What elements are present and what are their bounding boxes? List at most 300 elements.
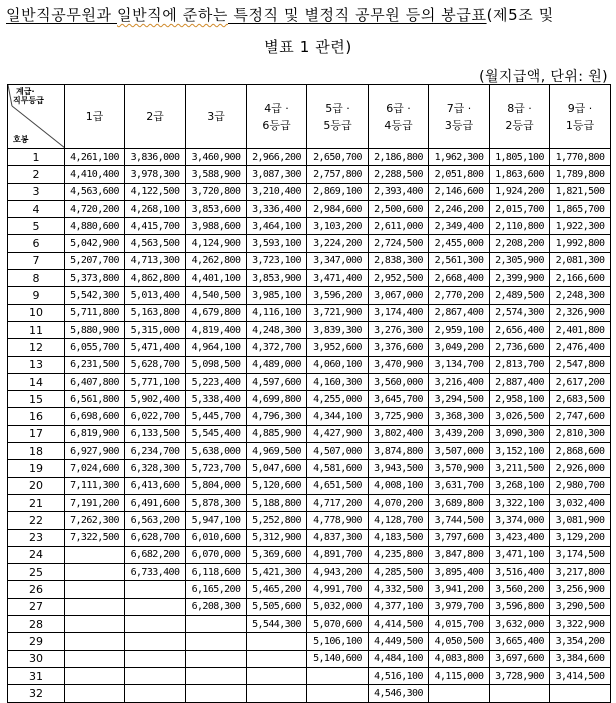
table-row (8, 235, 611, 252)
salary-cell: 4,540,500 (186, 287, 247, 304)
salary-cell: 2,770,200 (429, 287, 490, 304)
salary-cell: 2,926,000 (550, 460, 611, 477)
salary-cell: 2,349,400 (429, 218, 490, 235)
salary-cell: 3,853,600 (186, 200, 247, 217)
salary-cell: 4,699,800 (247, 391, 307, 408)
salary-cell: 3,895,400 (429, 564, 490, 581)
salary-cell: 5,207,700 (65, 252, 125, 269)
salary-cell: 3,354,200 (550, 633, 611, 650)
table-row (8, 598, 611, 615)
salary-cell: 3,471,400 (307, 270, 369, 287)
salary-cell: 4,285,500 (369, 564, 429, 581)
step-cell: 22 (8, 512, 65, 529)
salary-cell: 2,246,200 (429, 200, 490, 217)
salary-cell: 1,924,200 (490, 183, 550, 200)
salary-cell: 5,804,000 (186, 477, 247, 494)
salary-cell: 2,747,600 (550, 408, 611, 425)
salary-cell: 5,140,600 (307, 650, 369, 667)
table-row (8, 166, 611, 183)
salary-cell (65, 650, 125, 667)
salary-cell: 3,723,100 (247, 252, 307, 269)
salary-cell: 1,865,700 (550, 200, 611, 217)
salary-cell: 5,878,300 (186, 494, 247, 511)
salary-cell: 3,336,400 (247, 200, 307, 217)
header-row (8, 85, 611, 149)
salary-cell: 4,885,900 (247, 425, 307, 442)
salary-cell: 2,455,000 (429, 235, 490, 252)
salary-cell: 3,797,600 (429, 529, 490, 546)
salary-cell: 4,679,800 (186, 304, 247, 321)
salary-cell: 4,124,900 (186, 235, 247, 252)
salary-cell: 2,393,400 (369, 183, 429, 200)
salary-cell: 4,235,800 (369, 546, 429, 563)
salary-cell: 3,210,400 (247, 183, 307, 200)
salary-cell (429, 685, 490, 702)
salary-cell: 3,839,300 (307, 321, 369, 338)
salary-cell: 1,821,500 (550, 183, 611, 200)
salary-cell: 3,720,800 (186, 183, 247, 200)
salary-cell: 2,561,300 (429, 252, 490, 269)
salary-cell: 5,505,600 (247, 598, 307, 615)
salary-cell: 5,421,300 (247, 564, 307, 581)
step-cell: 6 (8, 235, 65, 252)
salary-cell: 4,880,600 (65, 218, 125, 235)
salary-cell: 4,008,100 (369, 477, 429, 494)
salary-cell: 3,414,500 (550, 667, 611, 684)
salary-cell: 4,410,400 (65, 166, 125, 183)
salary-cell: 3,697,600 (490, 650, 550, 667)
salary-cell: 3,152,100 (490, 443, 550, 460)
unit-note: (월지급액, 단위: 원) (479, 69, 608, 85)
table-row (8, 408, 611, 425)
salary-cell: 2,208,200 (490, 235, 550, 252)
salary-cell: 1,992,800 (550, 235, 611, 252)
salary-cell: 5,373,800 (65, 270, 125, 287)
salary-cell: 5,723,700 (186, 460, 247, 477)
salary-cell: 3,744,500 (429, 512, 490, 529)
table-row (8, 270, 611, 287)
salary-cell: 4,427,900 (307, 425, 369, 442)
table-row (8, 460, 611, 477)
table-row (8, 356, 611, 373)
table-row (8, 494, 611, 511)
column-header: 5급 · 5등급 (307, 85, 369, 149)
salary-cell (65, 564, 125, 581)
salary-cell: 2,611,000 (369, 218, 429, 235)
salary-cell: 3,507,000 (429, 443, 490, 460)
salary-cell: 2,399,900 (490, 270, 550, 287)
table-row (8, 529, 611, 546)
salary-cell: 6,055,700 (65, 339, 125, 356)
salary-cell: 4,268,100 (125, 200, 186, 217)
salary-cell: 5,638,000 (186, 443, 247, 460)
table-row (8, 252, 611, 269)
salary-cell: 2,869,100 (307, 183, 369, 200)
step-cell: 8 (8, 270, 65, 287)
corner-grade-label: 계급· (16, 87, 35, 96)
step-cell: 15 (8, 391, 65, 408)
salary-cell: 3,129,200 (550, 529, 611, 546)
salary-cell: 3,374,000 (490, 512, 550, 529)
salary-cell (247, 667, 307, 684)
salary-cell: 2,248,300 (550, 287, 611, 304)
salary-cell: 4,891,700 (307, 546, 369, 563)
salary-cell: 3,460,900 (186, 149, 247, 166)
step-cell: 16 (8, 408, 65, 425)
salary-cell: 2,186,800 (369, 149, 429, 166)
step-cell: 9 (8, 287, 65, 304)
step-cell: 10 (8, 304, 65, 321)
salary-cell (125, 598, 186, 615)
salary-cell: 4,372,700 (247, 339, 307, 356)
salary-cell: 6,733,400 (125, 564, 186, 581)
title-segment-4: (제5조 및 (486, 6, 554, 24)
salary-cell: 4,248,300 (247, 321, 307, 338)
salary-cell (186, 616, 247, 633)
salary-cell: 5,042,900 (65, 235, 125, 252)
salary-cell: 3,026,500 (490, 408, 550, 425)
salary-cell: 3,593,100 (247, 235, 307, 252)
salary-cell: 6,022,700 (125, 408, 186, 425)
step-cell: 4 (8, 200, 65, 217)
salary-cell: 6,070,000 (186, 546, 247, 563)
salary-cell: 6,208,300 (186, 598, 247, 615)
salary-cell: 4,070,200 (369, 494, 429, 511)
salary-cell: 4,401,100 (186, 270, 247, 287)
salary-cell: 2,724,500 (369, 235, 429, 252)
salary-cell: 4,015,700 (429, 616, 490, 633)
step-cell: 17 (8, 425, 65, 442)
step-cell: 32 (8, 685, 65, 702)
column-header: 3급 (186, 85, 247, 149)
salary-cell: 3,665,400 (490, 633, 550, 650)
salary-cell: 4,964,100 (186, 339, 247, 356)
salary-cell: 2,288,500 (369, 166, 429, 183)
salary-cell: 3,090,300 (490, 425, 550, 442)
salary-cell (186, 685, 247, 702)
salary-cell: 4,651,500 (307, 477, 369, 494)
salary-cell: 6,118,600 (186, 564, 247, 581)
salary-table (7, 84, 611, 703)
salary-cell: 2,617,200 (550, 373, 611, 390)
salary-cell: 5,163,800 (125, 304, 186, 321)
salary-cell: 3,645,700 (369, 391, 429, 408)
salary-cell (65, 667, 125, 684)
salary-cell: 4,415,700 (125, 218, 186, 235)
salary-cell: 2,683,500 (550, 391, 611, 408)
salary-cell: 3,560,200 (490, 581, 550, 598)
salary-cell: 5,098,500 (186, 356, 247, 373)
salary-cell: 4,837,300 (307, 529, 369, 546)
salary-cell: 3,368,300 (429, 408, 490, 425)
salary-cell: 3,081,900 (550, 512, 611, 529)
salary-cell: 5,545,400 (186, 425, 247, 442)
step-cell: 13 (8, 356, 65, 373)
table-row (8, 425, 611, 442)
step-cell: 14 (8, 373, 65, 390)
salary-cell: 4,183,500 (369, 529, 429, 546)
salary-cell: 6,563,200 (125, 512, 186, 529)
salary-cell: 5,947,100 (186, 512, 247, 529)
salary-cell: 3,439,200 (429, 425, 490, 442)
salary-cell (307, 685, 369, 702)
salary-cell: 3,067,000 (369, 287, 429, 304)
title-segment-1: 일반직공무원과 (6, 6, 117, 24)
salary-cell: 4,484,100 (369, 650, 429, 667)
salary-cell: 4,116,100 (247, 304, 307, 321)
salary-cell (65, 616, 125, 633)
salary-cell: 3,376,600 (369, 339, 429, 356)
table-row (8, 218, 611, 235)
step-cell: 3 (8, 183, 65, 200)
step-cell: 1 (8, 149, 65, 166)
salary-cell: 4,122,500 (125, 183, 186, 200)
salary-cell (186, 633, 247, 650)
salary-cell: 4,943,200 (307, 564, 369, 581)
salary-cell: 6,133,500 (125, 425, 186, 442)
salary-cell: 6,010,600 (186, 529, 247, 546)
salary-cell: 5,902,400 (125, 391, 186, 408)
table-body (8, 149, 611, 703)
table-row (8, 564, 611, 581)
salary-cell: 5,542,300 (65, 287, 125, 304)
salary-cell (65, 581, 125, 598)
table-row (8, 477, 611, 494)
salary-cell: 3,728,900 (490, 667, 550, 684)
salary-cell: 4,563,500 (125, 235, 186, 252)
salary-cell: 5,070,600 (307, 616, 369, 633)
salary-cell: 3,384,600 (550, 650, 611, 667)
salary-cell: 2,736,600 (490, 339, 550, 356)
salary-cell: 1,770,800 (550, 149, 611, 166)
salary-cell (65, 685, 125, 702)
salary-cell: 6,234,700 (125, 443, 186, 460)
salary-cell: 3,632,000 (490, 616, 550, 633)
salary-cell: 4,546,300 (369, 685, 429, 702)
salary-cell: 2,838,300 (369, 252, 429, 269)
salary-cell: 2,051,800 (429, 166, 490, 183)
document-title (6, 4, 554, 25)
salary-cell: 5,471,400 (125, 339, 186, 356)
salary-cell: 3,588,900 (186, 166, 247, 183)
salary-cell: 2,476,400 (550, 339, 611, 356)
column-header: 8급 · 2등급 (490, 85, 550, 149)
step-cell: 27 (8, 598, 65, 615)
salary-cell: 4,115,000 (429, 667, 490, 684)
salary-cell: 2,650,700 (307, 149, 369, 166)
salary-cell (247, 633, 307, 650)
salary-cell: 3,103,200 (307, 218, 369, 235)
salary-cell (490, 685, 550, 702)
salary-cell: 4,377,100 (369, 598, 429, 615)
salary-cell: 5,120,600 (247, 477, 307, 494)
salary-cell (65, 598, 125, 615)
salary-cell (247, 685, 307, 702)
salary-cell: 3,570,900 (429, 460, 490, 477)
step-cell: 12 (8, 339, 65, 356)
step-cell: 19 (8, 460, 65, 477)
salary-cell: 3,216,400 (429, 373, 490, 390)
salary-cell: 3,631,700 (429, 477, 490, 494)
table-row (8, 581, 611, 598)
salary-cell: 2,980,700 (550, 477, 611, 494)
table-row (8, 633, 611, 650)
salary-cell: 5,628,700 (125, 356, 186, 373)
salary-cell (186, 650, 247, 667)
salary-cell (247, 650, 307, 667)
salary-cell: 5,711,800 (65, 304, 125, 321)
table-row (8, 183, 611, 200)
salary-cell: 6,165,200 (186, 581, 247, 598)
step-cell: 11 (8, 321, 65, 338)
salary-cell: 3,941,200 (429, 581, 490, 598)
salary-cell: 7,024,600 (65, 460, 125, 477)
salary-cell: 2,401,800 (550, 321, 611, 338)
salary-cell: 2,966,200 (247, 149, 307, 166)
salary-cell: 2,959,100 (429, 321, 490, 338)
salary-cell: 4,262,800 (186, 252, 247, 269)
salary-cell: 5,252,800 (247, 512, 307, 529)
step-cell: 5 (8, 218, 65, 235)
salary-cell: 3,943,500 (369, 460, 429, 477)
step-cell: 21 (8, 494, 65, 511)
table-row (8, 149, 611, 166)
table-row (8, 373, 611, 390)
table-row (8, 667, 611, 684)
salary-cell: 4,796,300 (247, 408, 307, 425)
salary-cell: 2,015,700 (490, 200, 550, 217)
step-cell: 31 (8, 667, 65, 684)
salary-cell (65, 546, 125, 563)
step-cell: 23 (8, 529, 65, 546)
table-row (8, 685, 611, 702)
salary-cell: 3,979,700 (429, 598, 490, 615)
salary-cell: 5,047,600 (247, 460, 307, 477)
corner-step-label: 호봉 (13, 135, 29, 144)
salary-cell (550, 685, 611, 702)
salary-cell (125, 633, 186, 650)
salary-cell: 3,516,400 (490, 564, 550, 581)
salary-cell: 2,166,600 (550, 270, 611, 287)
salary-cell: 4,344,100 (307, 408, 369, 425)
salary-cell: 1,962,300 (429, 149, 490, 166)
salary-cell: 3,423,400 (490, 529, 550, 546)
salary-cell: 5,369,600 (247, 546, 307, 563)
salary-cell: 3,470,900 (369, 356, 429, 373)
salary-cell: 3,276,300 (369, 321, 429, 338)
salary-cell (125, 667, 186, 684)
salary-cell: 6,328,300 (125, 460, 186, 477)
column-header: 7급 · 3등급 (429, 85, 490, 149)
salary-cell: 2,305,900 (490, 252, 550, 269)
salary-cell: 4,255,000 (307, 391, 369, 408)
salary-cell: 3,596,200 (307, 287, 369, 304)
title-segment-3: 특정직 및 별정직 공무원 등의 봉급표 (228, 6, 487, 24)
salary-cell: 1,789,800 (550, 166, 611, 183)
salary-cell: 3,721,900 (307, 304, 369, 321)
step-cell: 28 (8, 616, 65, 633)
salary-cell: 3,596,800 (490, 598, 550, 615)
salary-cell: 4,489,000 (247, 356, 307, 373)
salary-cell: 4,991,700 (307, 581, 369, 598)
table-row (8, 200, 611, 217)
column-header: 1급 (65, 85, 125, 149)
salary-cell: 2,110,800 (490, 218, 550, 235)
step-cell: 24 (8, 546, 65, 563)
salary-cell: 4,563,600 (65, 183, 125, 200)
salary-cell: 4,516,100 (369, 667, 429, 684)
step-cell: 7 (8, 252, 65, 269)
corner-header-cell (8, 85, 65, 149)
salary-cell: 4,581,600 (307, 460, 369, 477)
salary-cell (307, 667, 369, 684)
salary-cell: 4,332,500 (369, 581, 429, 598)
column-header: 6급 · 4등급 (369, 85, 429, 149)
corner-duty-grade-label: 직무등급 (13, 96, 44, 105)
salary-cell: 7,262,300 (65, 512, 125, 529)
salary-cell: 2,887,400 (490, 373, 550, 390)
salary-cell: 3,725,900 (369, 408, 429, 425)
table-row (8, 443, 611, 460)
salary-cell: 7,111,300 (65, 477, 125, 494)
salary-cell: 3,174,400 (369, 304, 429, 321)
salary-cell: 2,668,400 (429, 270, 490, 287)
salary-cell: 5,544,300 (247, 616, 307, 633)
salary-cell: 2,813,700 (490, 356, 550, 373)
salary-cell: 3,032,400 (550, 494, 611, 511)
salary-cell: 2,489,500 (490, 287, 550, 304)
title-segment-2-spellcheck: 일반직에 준하는 (117, 6, 228, 24)
salary-cell: 6,927,900 (65, 443, 125, 460)
salary-cell: 2,146,600 (429, 183, 490, 200)
salary-cell: 5,312,900 (247, 529, 307, 546)
salary-cell (186, 667, 247, 684)
salary-cell: 5,315,000 (125, 321, 186, 338)
salary-cell: 4,128,700 (369, 512, 429, 529)
salary-cell: 5,880,900 (65, 321, 125, 338)
salary-cell: 3,322,900 (550, 616, 611, 633)
step-cell: 18 (8, 443, 65, 460)
salary-cell: 5,223,400 (186, 373, 247, 390)
salary-cell: 6,819,900 (65, 425, 125, 442)
salary-cell: 3,471,100 (490, 546, 550, 563)
salary-cell: 3,347,000 (307, 252, 369, 269)
salary-cell: 3,689,800 (429, 494, 490, 511)
salary-cell (65, 633, 125, 650)
step-cell: 30 (8, 650, 65, 667)
salary-cell: 3,290,500 (550, 598, 611, 615)
table-row (8, 546, 611, 563)
salary-cell: 4,597,600 (247, 373, 307, 390)
salary-cell: 6,698,600 (65, 408, 125, 425)
salary-cell: 2,867,400 (429, 304, 490, 321)
table-row (8, 616, 611, 633)
salary-cell: 4,160,300 (307, 373, 369, 390)
table-row (8, 321, 611, 338)
salary-cell: 5,771,100 (125, 373, 186, 390)
salary-cell: 2,081,300 (550, 252, 611, 269)
salary-cell: 3,268,100 (490, 477, 550, 494)
salary-cell: 4,778,900 (307, 512, 369, 529)
salary-cell: 5,338,400 (186, 391, 247, 408)
table-row (8, 304, 611, 321)
step-cell: 20 (8, 477, 65, 494)
salary-cell: 6,491,600 (125, 494, 186, 511)
salary-cell (125, 581, 186, 598)
table-row (8, 287, 611, 304)
salary-cell: 3,134,700 (429, 356, 490, 373)
salary-cell: 3,217,800 (550, 564, 611, 581)
